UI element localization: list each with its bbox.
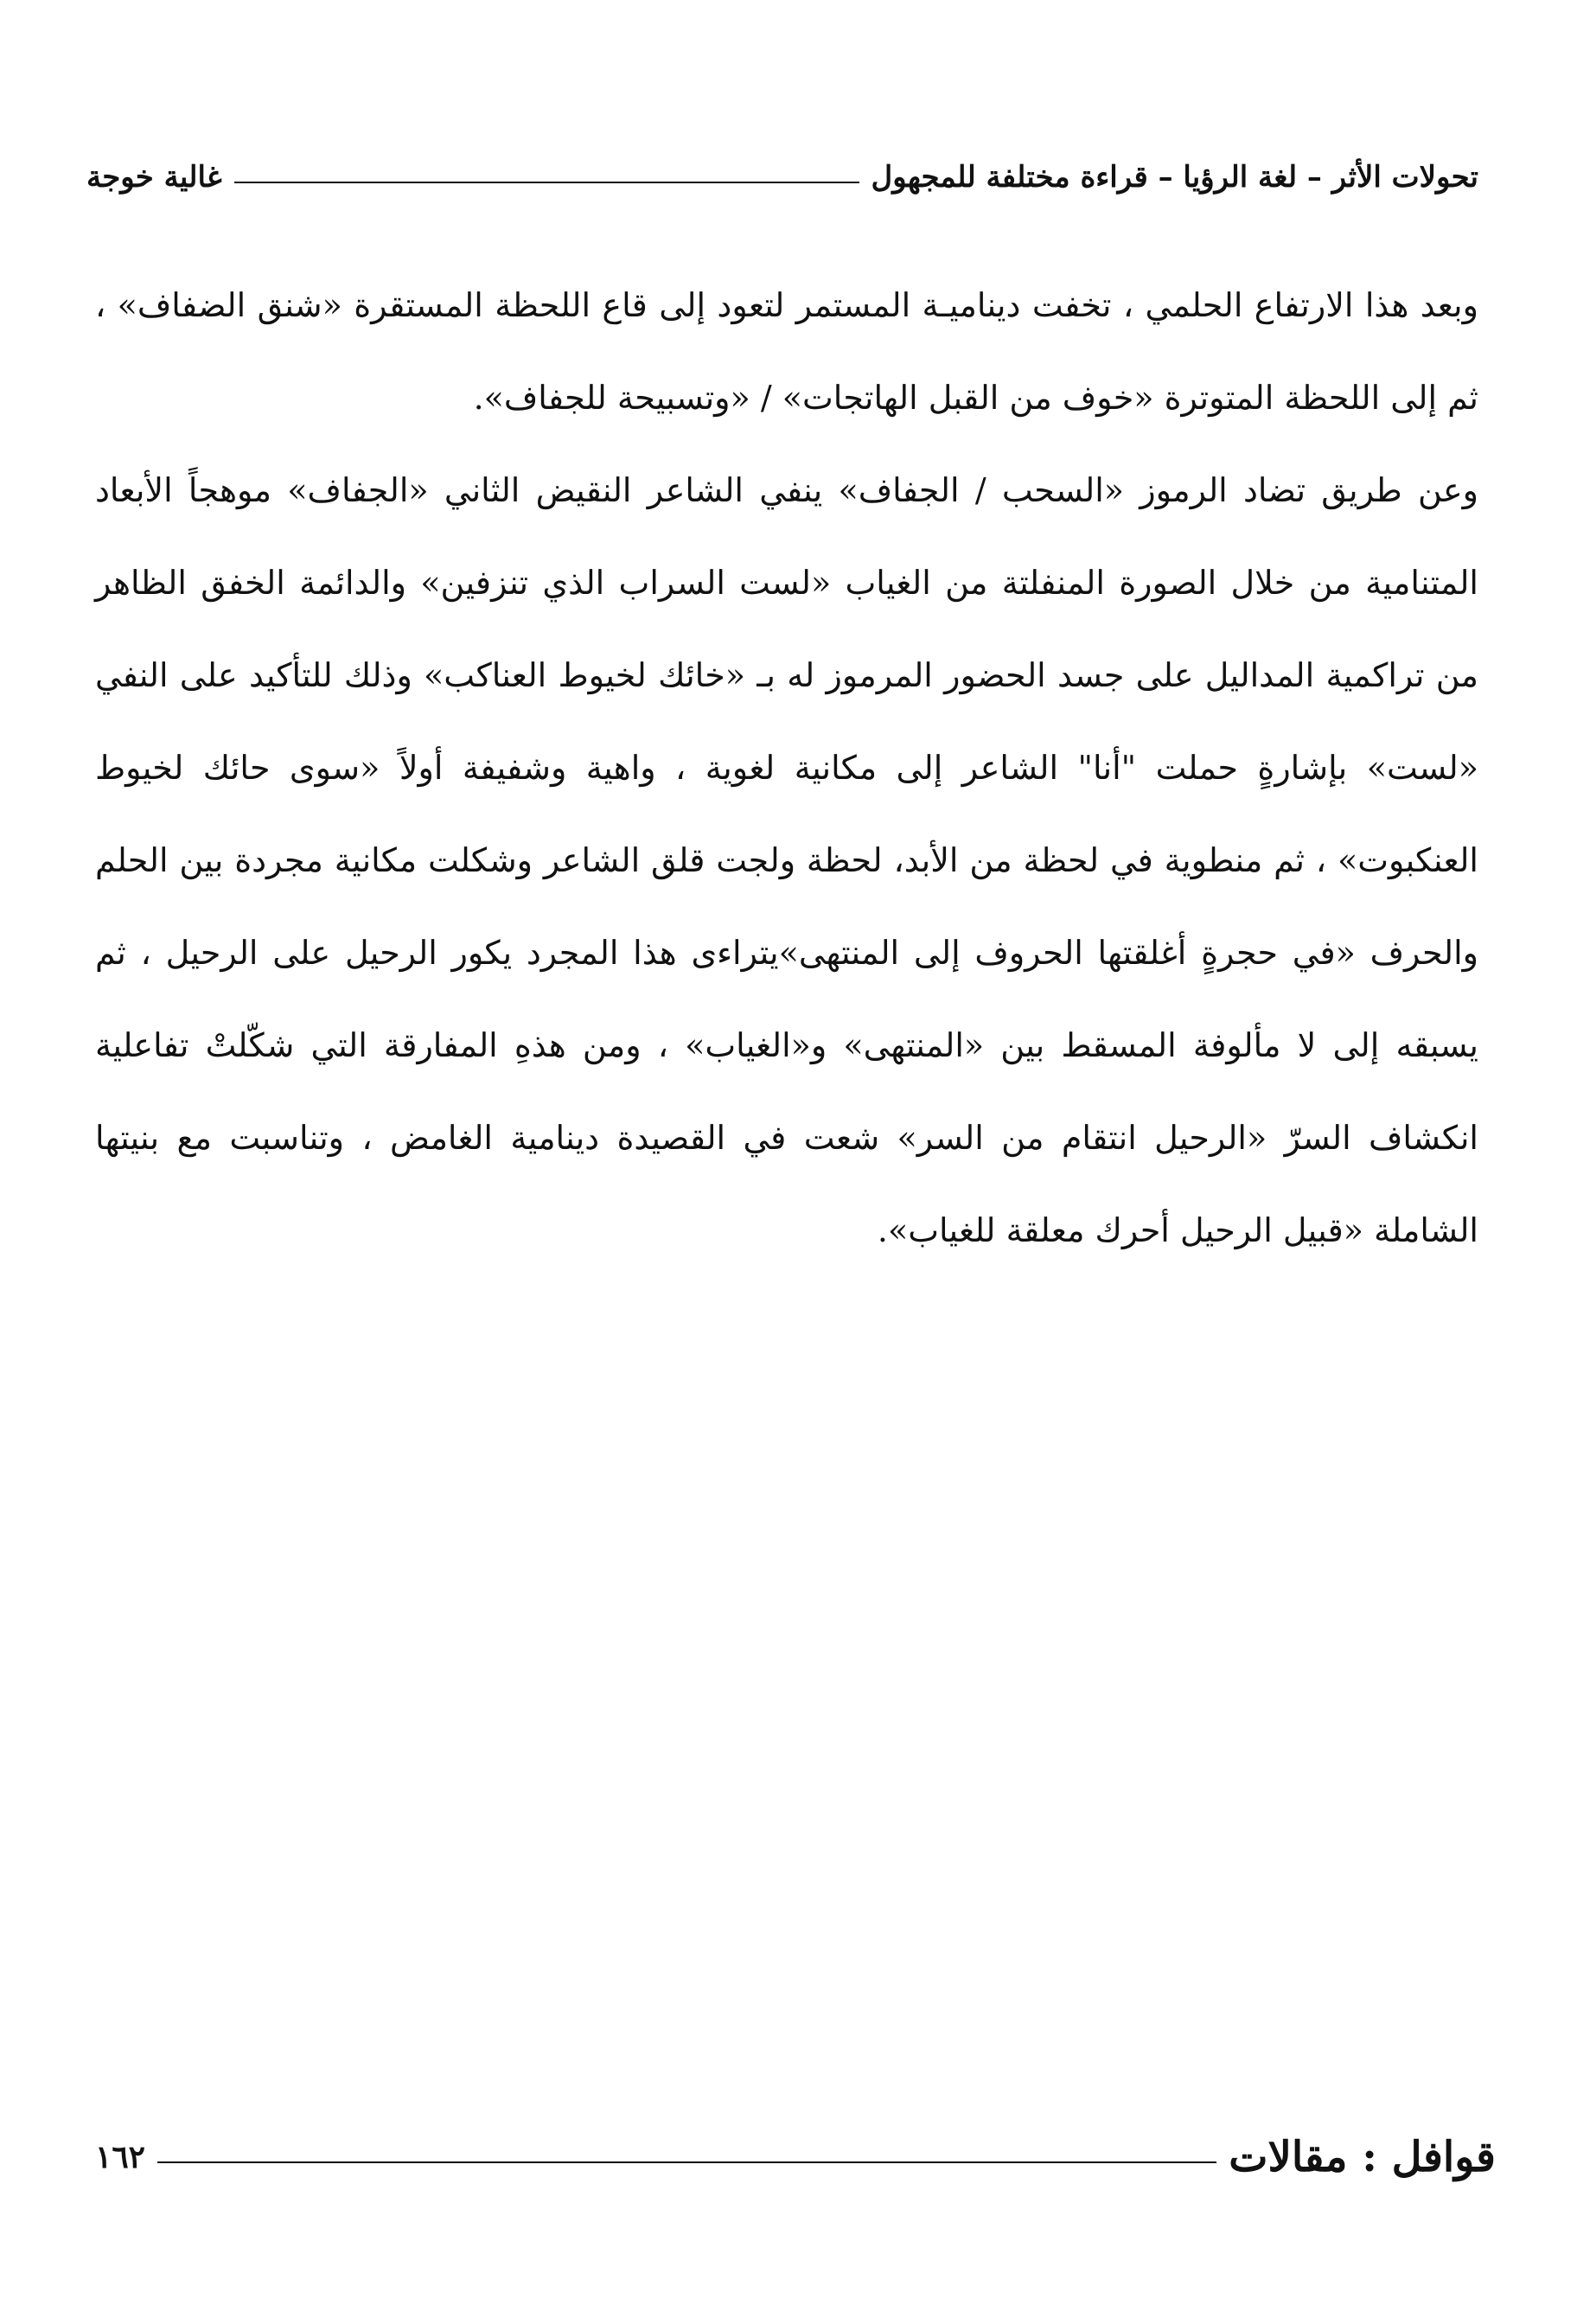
page-footer bbox=[95, 2123, 1496, 2192]
header-divider bbox=[234, 182, 859, 183]
page-number: ١٦٢ bbox=[95, 2139, 146, 2175]
paragraph-2: وعن طريق تضاد الرموز «السحب / الجفاف» ينفي الشاعر النقيض الثاني «الجفاف» موهجاً الأبعاد المتنامية من خلال الصورة المنفلتة من الغياب «لست السراب الذي تنزفين» والدائمة الخفق الظاهر من تراكمية المداليل على جسد الحضور المرموز له بـ «خائك لخيوط العناكب» وذلك للتأكيد على النفي «لست» بإشارةٍ حملت "أنا" الشاعر إلى مكانية لغوية ، واهية وشفيفة أولاً «سوى حائك لخيوط العنكبوت» ، ثم منطوية في لحظة من الأبد، لحظة ولجت قلق الشاعر وشكلت مكانية مجردة بين الحلم والحرف «في حجرةٍ أغلقتها الحروف إلى المنتهى»يتراءى هذا المجرد يكور الرحيل على الرحيل ، ثم يسبقه إلى لا مألوفة المسقط بين «المنتهى» و«الغياب» ، ومن هذهِ المفارقة التي شكّلتْ تفاعلية انكشاف السرّ «الرحيل انتقام من السر» شعت في القصيدة دينامية الغامض ، وتناسبت مع بنيتها الشاملة «قبيل الرحيل أحرك معلقة للغياب». bbox=[95, 471, 1478, 1249]
header-author: غالية خوجة bbox=[86, 160, 222, 195]
footer-title: قوافل : مقالات bbox=[1229, 2133, 1496, 2181]
running-header bbox=[86, 147, 1478, 208]
article-body bbox=[95, 259, 1478, 1277]
paragraph-1: وبعد هذا الارتفاع الحلمي ، تخفت ديناميـة المستمر لتعود إلى قاع اللحظة المستقرة «شنق الضفاف» ، ثم إلى اللحظة المتوترة «خوف من القبل الهاتجات» / «وتسبيحة للجفاف». bbox=[95, 286, 1478, 417]
header-title: تحولات الأثر – لغة الرؤيا – قراءة مختلفة للمجهول bbox=[871, 160, 1478, 195]
footer-divider bbox=[157, 2161, 1216, 2163]
